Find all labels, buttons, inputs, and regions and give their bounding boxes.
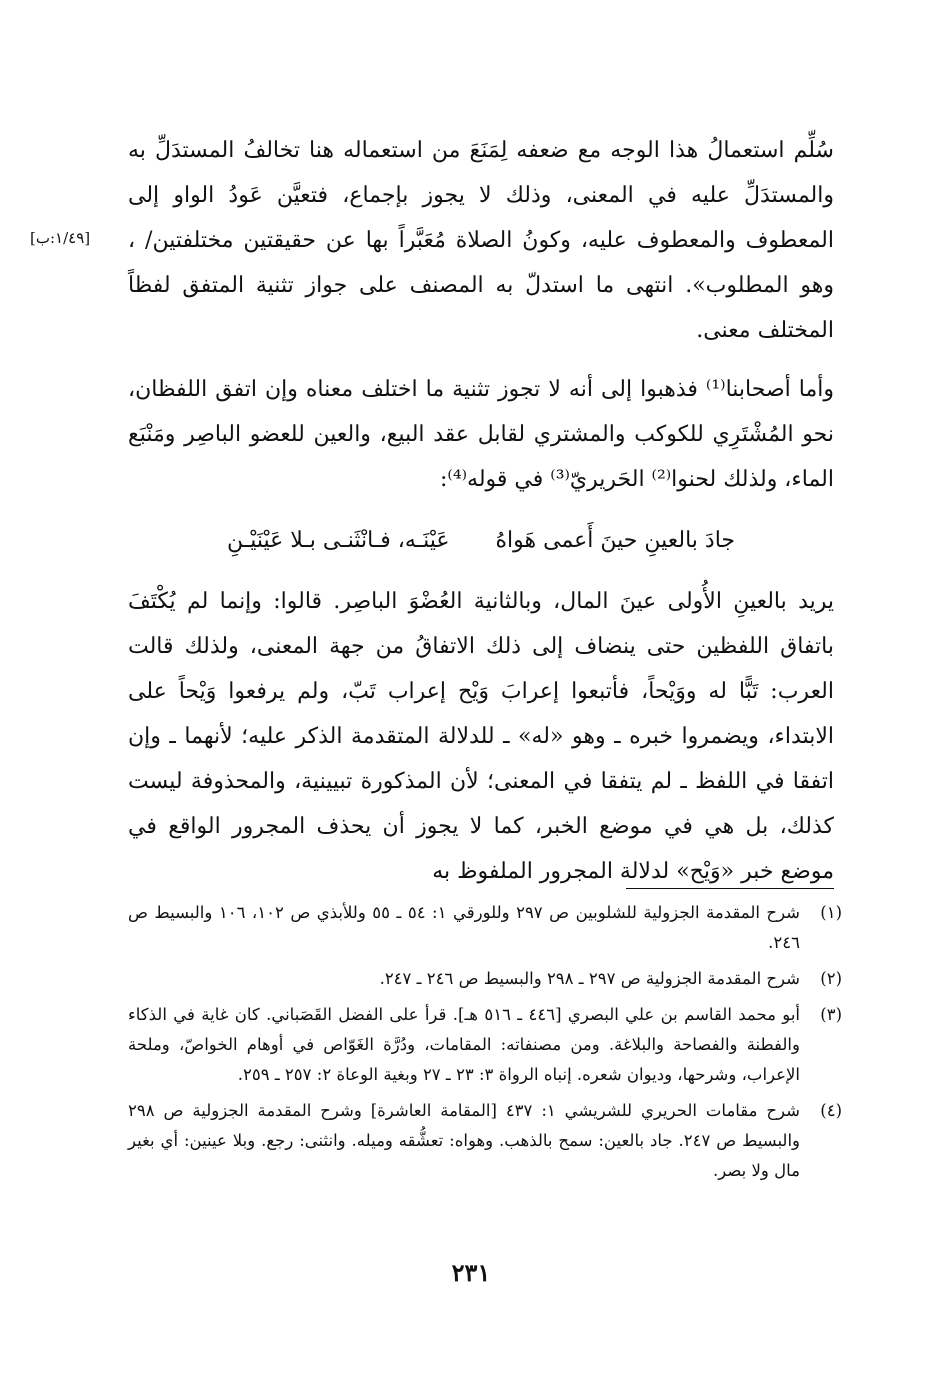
page-number: ٢٣١ — [451, 1258, 491, 1287]
footnote — [128, 1096, 842, 1186]
footnote-number: (١) — [820, 903, 842, 922]
verse-second-hemistich: عَيْنَـه، فـانْثَنـى بـلا عَيْنَيْـنِ — [227, 528, 450, 553]
footnotes — [128, 898, 842, 1192]
footnote — [128, 964, 842, 994]
paragraph-3: يريد بالعينِ الأُولى عينَ المال، وبالثانية العُضْوَ الباصِر. قالوا: وإنما لم يُكْتَفَ باتفاق اللفظين حتى ينضاف إلى ذلك الاتفاقُ من جهة المعنى، ولذلك قالت العرب: تَبًّا له ووَيْحاً، فأتبعوا إعرابَ وَيْح إعراب تَبّ، ولم يرفعوا وَيْحاً على الابتداء، ويضمروا خبره ـ وهو «له» ـ للدلالة المتقدمة الذكر عليه؛ لأنهما ـ وإن اتفقا في اللفظ ـ لم يتفقا في المعنى؛ لأن المذكورة تبيينية، والمحذوفة ليست كذلك، بل هي في موضع الخبر، كما لا يجوز أن يحذف المجرور الواقع في موضع خبر «وَيْح» لدلالة المجرور الملفوظ به — [128, 589, 834, 884]
footnote-separator — [626, 888, 834, 889]
main-text — [128, 128, 834, 894]
poetry-verse — [128, 518, 834, 563]
manuscript-folio-marker: [١/٤٩:ب] — [30, 229, 91, 247]
footnote-number: (٣) — [820, 1005, 842, 1024]
footnote-text: أبو محمد القاسم بن علي البصري [٤٤٦ ـ ٥١٦ هـ]. قرأ على الفضل القَصَباني. كان غاية في الذكاء والفطنة والفصاحة والبلاغة. ومن مصنفاته: المقامات، ودُرَّة الغَوّاص في أوهام الخواصّ، وملحة الإعراب، وشرحها، وديوان شعره. إنباه الرواة ٣: ٢٣ ـ ٢٧ وبغية الوعاة ٢: ٢٥٧ ـ ٢٥٩. — [128, 1005, 801, 1084]
footnote — [128, 1000, 842, 1090]
footnote-text: شرح المقدمة الجزولية ص ٢٩٧ ـ ٢٩٨ والبسيط ص ٢٤٦ ـ ٢٤٧. — [379, 969, 800, 988]
paragraph-1: سُلِّم استعمالُ هذا الوجه مع ضعفه لِمَنَعَ من استعماله هنا تخالفُ المستدَلِّ به والمستدَلِّ عليه في المعنى، وذلك لا يجوز بإجماع، فتعيَّن عَودُ الواو إلى المعطوف والمعطوف عليه، وكونُ الصلاة مُعَبَّراً بها عن حقيقتين مختلفتين/ ، وهو المطلوب». انتهى ما استدلّ به المصنف على جواز تثنية المتفق لفظاً المختلف معنى. — [128, 138, 834, 343]
footnote-number: (٤) — [820, 1101, 842, 1120]
footnote-text: شرح مقامات الحريري للشريشي ١: ٤٣٧ [المقامة العاشرة] وشرح المقدمة الجزولية ص ٢٩٨ والبسيط ص ٢٤٧. جاد بالعين: سمح بالذهب. وهواه: تعشُّقه وميله. وانثنى: رجع. وبلا عينين: أي بغير مال ولا بصر. — [128, 1101, 801, 1180]
footnote-text: شرح المقدمة الجزولية للشلوبين ص ٢٩٧ وللورقي ١: ٥٤ ـ ٥٥ وللأبذي ص ١٠٢، ١٠٦ والبسيط ص ٢٤٦. — [128, 903, 800, 952]
footnote-number: (٢) — [820, 969, 842, 988]
paragraph-2: وأما أصحابنا⁽¹⁾ فذهبوا إلى أنه لا تجوز تثنية ما اختلف معناه وإن اتفق اللفظان، نحو المُشْتَرِي للكوكب والمشتري لقابل عقد البيع، والعين للعضو الباصِر ومَنْبَع الماء، ولذلك لحنوا⁽²⁾ الحَريريّ⁽³⁾ في قوله⁽⁴⁾: — [128, 377, 834, 492]
verse-first-hemistich: جادَ بالعينِ حينَ أَعمى هَواهُ — [495, 528, 736, 553]
footnote — [128, 898, 842, 958]
